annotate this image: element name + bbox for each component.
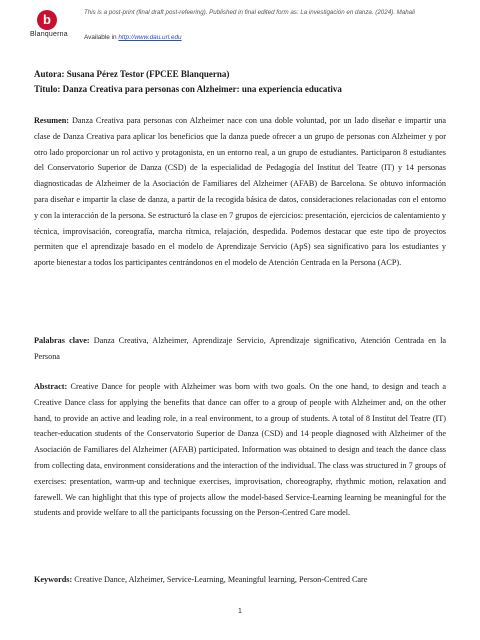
abstract-label: Abstract:: [34, 382, 68, 391]
title-line: Titulo: Danza Creativa para personas con Alzheimer: una experiencia educativa: [34, 84, 342, 94]
logo-name: Blanquerna: [30, 31, 68, 38]
repository-link[interactable]: http://www.dau.url.edu: [118, 34, 182, 41]
resumen-paragraph: [34, 113, 446, 271]
resumen-label: Resumen:: [34, 116, 70, 125]
keywords-text: Creative Dance, Alzheimer, Service-Learning, Meaningful learning, Person-Centred Care: [74, 575, 368, 584]
keywords-label: Keywords:: [34, 575, 73, 584]
page-number: 1: [238, 608, 242, 615]
logo-mark: b: [37, 10, 57, 30]
palabras-clave-text: Danza Creativa, Alzheimer, Aprendizaje Servicio, Aprendizaje significativo, Atención Centrada en la Persona: [34, 336, 447, 361]
availability-line: [84, 34, 182, 41]
available-label: Available in: [84, 34, 117, 41]
blanquerna-logo: [30, 10, 68, 38]
resumen-text: Danza Creativa para personas con Alzheimer nace con una doble voluntad, por un lado diseñar e impartir una clase de Danza Creativa para aplicar los beneficios que la danza puede ofrecer a un grupo de personas con Alzheimer y por otro lado proporcionar un rol activo y protagonista, en un entorno real, a un grupo de estudiantes. Participaron 8 estudiantes del Conservatorio Superior de Danza (CSD) de la especialidad de Pedagogía del Institut del Teatre (IT) y 14 personas diagnosticadas de Alzheimer de la Asociación de Familiares del Alzheimer (AFAB) de Barcelona. Se obtuvo información para diseñar e impartir la clase de danza, a partir de la recogida básica de datos, consideraciones relacionadas con el entorno y con la interacción de la persona. Se estructuró la clase en 7 grupos de ejercicios: presentación, ejercicios de calentamiento y técnica, improvisación, coreografía, marcha rítmica, relajación, despedida. Podemos destacar que este tipo de proyectos permiten que el aprendizaje basado en el modelo de Aprendizaje Servicio (ApS) sea significativo para los estudiantes y aporte bienestar a todos los participantes centrándonos en el modelo de Atención Centrada en la Persona (ACP).: [34, 116, 447, 268]
keywords-paragraph: [34, 573, 446, 586]
author-line: Autora: Susana Pérez Testor (FPCEE Blanquerna): [34, 69, 230, 79]
postprint-notice: This is a post-print (final draft post-refeering). Published in final edited form as: La investigación en danza. (2024). Mahali: [84, 9, 415, 16]
abstract-text: Creative Dance for people with Alzheimer was born with two goals. On the one hand, to design and teach a Creative Dance class for applying the benefits that dance can offer to a group of people with Alzheimer and, on the other hand, to provide an active and leading role, in a real environment, to a group of students. A total of 8 Institut del Teatre (IT) teacher-education students of the Conservatorio Superior de Danza (CSD) and 14 people diagnosed with Alzheimer of the Asociación de Familiares del Alzheimer (AFAB) participated. Information was obtained to design and teach the dance class from collecting data, environment considerations and the interaction of the individual. The class was structured in 7 groups of exercises: presentation, warm-up and technique exercises, improvisation, choreography, rhythmic motion, relaxation and farewell. We can highlight that this type of projects allow the model-based Service-Learning learning be meaningful for the students and provide welfare to all the participants focussing on the Person-Centred Care model.: [34, 382, 447, 518]
palabras-clave-label: Palabras clave:: [34, 336, 90, 345]
palabras-clave-paragraph: [34, 333, 446, 365]
abstract-paragraph: [34, 379, 446, 521]
